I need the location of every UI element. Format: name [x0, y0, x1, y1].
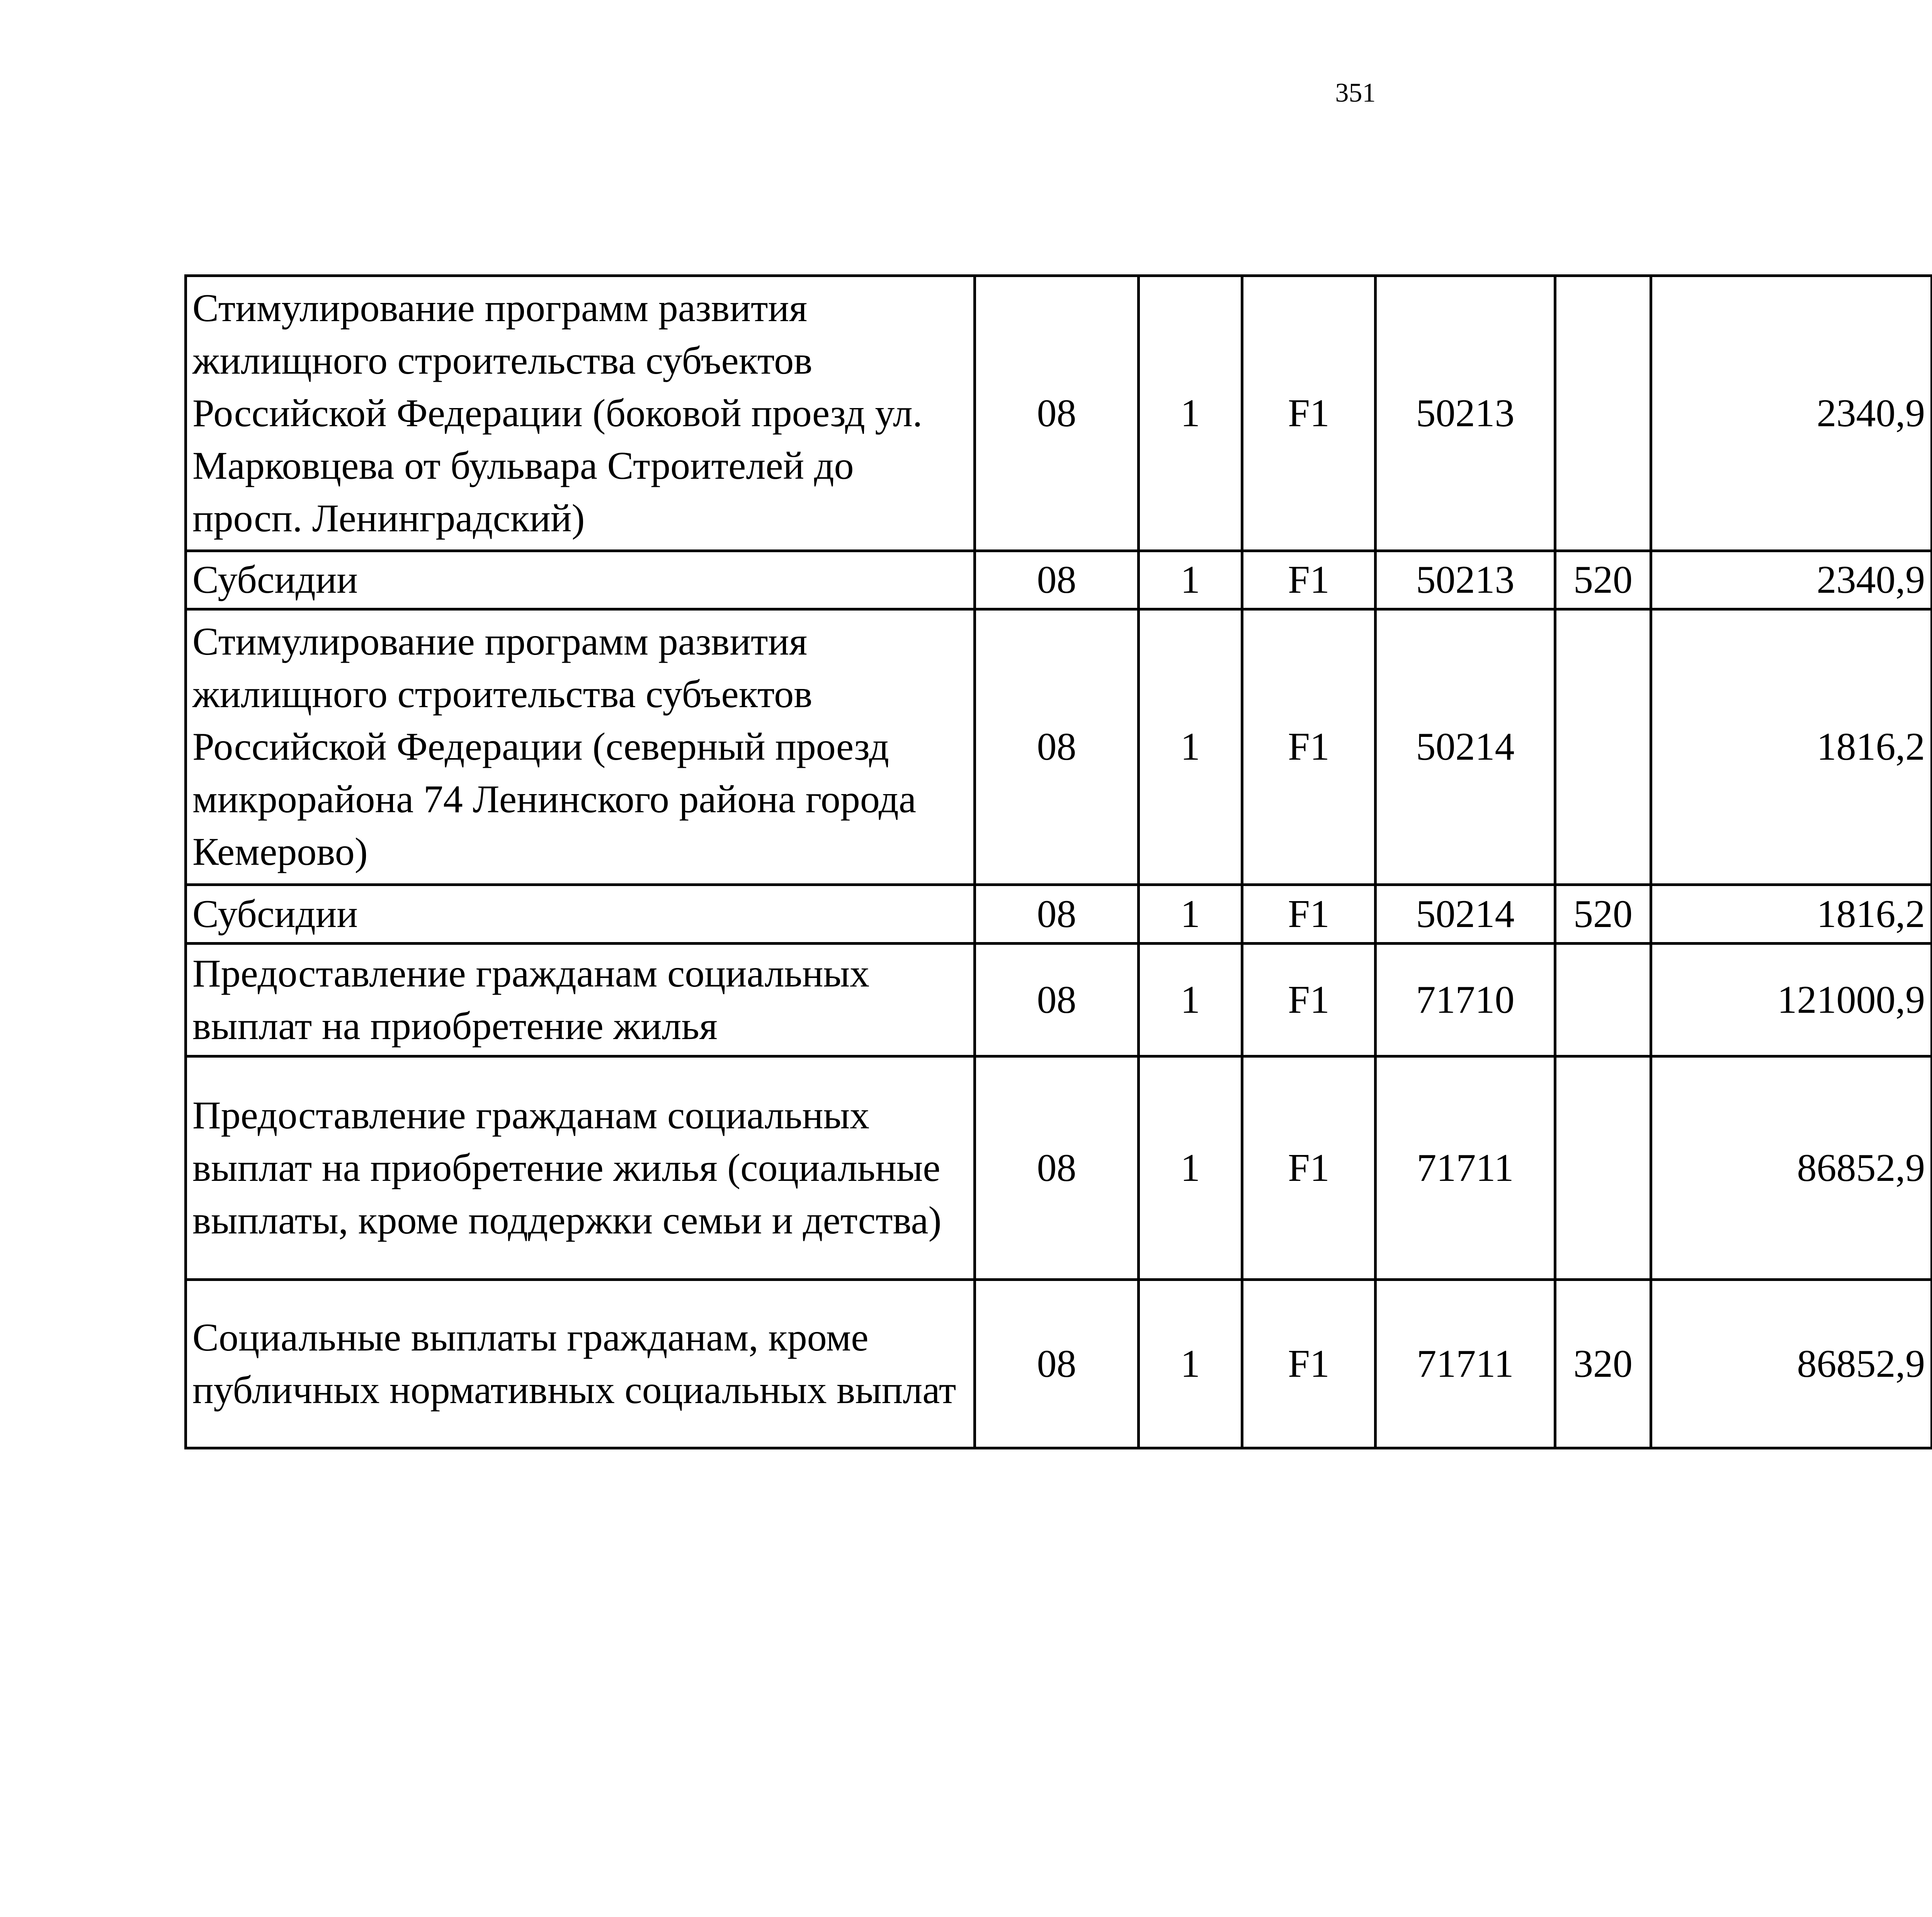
row-name-cell: Субсидии [186, 885, 975, 944]
amount-1-cell: 86852,9 [1651, 1056, 1932, 1280]
program-cell: F1 [1242, 1280, 1376, 1448]
type-cell [1555, 276, 1651, 551]
table-row [186, 885, 1932, 944]
item-cell: 50214 [1376, 609, 1555, 885]
program-cell: F1 [1242, 609, 1376, 885]
section-cell: 08 [975, 1056, 1139, 1280]
table-row [186, 276, 1932, 551]
item-cell: 71710 [1376, 944, 1555, 1056]
row-name-cell: Субсидии [186, 551, 975, 609]
section-cell: 08 [975, 609, 1139, 885]
program-cell: F1 [1242, 885, 1376, 944]
item-cell: 71711 [1376, 1056, 1555, 1280]
amount-1-cell: 121000,9 [1651, 944, 1932, 1056]
item-cell: 71711 [1376, 1280, 1555, 1448]
subsection-cell: 1 [1139, 1056, 1242, 1280]
section-cell: 08 [975, 1280, 1139, 1448]
table-row [186, 551, 1932, 609]
type-cell [1555, 944, 1651, 1056]
program-cell: F1 [1242, 944, 1376, 1056]
type-cell: 520 [1555, 551, 1651, 609]
type-cell: 520 [1555, 885, 1651, 944]
item-cell: 50213 [1376, 551, 1555, 609]
subsection-cell: 1 [1139, 276, 1242, 551]
item-cell: 50214 [1376, 885, 1555, 944]
subsection-cell: 1 [1139, 885, 1242, 944]
subsection-cell: 1 [1139, 551, 1242, 609]
row-name-cell: Стимулирование программ развития жилищного строительства субъектов Российской Федерации (северный проезд микрорайона 74 Ленинского района города Кемерово) [186, 609, 975, 885]
table-row [186, 1280, 1932, 1448]
item-cell: 50213 [1376, 276, 1555, 551]
section-cell: 08 [975, 944, 1139, 1056]
subsection-cell: 1 [1139, 609, 1242, 885]
amount-1-cell: 2340,9 [1651, 551, 1932, 609]
program-cell: F1 [1242, 276, 1376, 551]
amount-1-cell: 1816,2 [1651, 885, 1932, 944]
budget-table [184, 274, 1932, 1449]
type-cell [1555, 609, 1651, 885]
type-cell: 320 [1555, 1280, 1651, 1448]
table-row [186, 944, 1932, 1056]
section-cell: 08 [975, 885, 1139, 944]
program-cell: F1 [1242, 1056, 1376, 1280]
section-cell: 08 [975, 276, 1139, 551]
amount-1-cell: 2340,9 [1651, 276, 1932, 551]
section-cell: 08 [975, 551, 1139, 609]
row-name-cell: Стимулирование программ развития жилищного строительства субъектов Российской Федерации (боковой проезд ул. Марковцева от бульвара Строителей до просп. Ленинградский) [186, 276, 975, 551]
row-name-cell: Предоставление гражданам социальных выплат на приобретение жилья [186, 944, 975, 1056]
row-name-cell: Предоставление гражданам социальных выплат на приобретение жилья (социальные выплаты, кроме поддержки семьи и детства) [186, 1056, 975, 1280]
type-cell [1555, 1056, 1651, 1280]
table-row [186, 1056, 1932, 1280]
row-name-cell: Социальные выплаты гражданам, кроме публичных нормативных социальных выплат [186, 1280, 975, 1448]
table-row [186, 609, 1932, 885]
amount-1-cell: 86852,9 [1651, 1280, 1932, 1448]
subsection-cell: 1 [1139, 944, 1242, 1056]
amount-1-cell: 1816,2 [1651, 609, 1932, 885]
program-cell: F1 [1242, 551, 1376, 609]
page-number: 351 [1335, 78, 1376, 108]
subsection-cell: 1 [1139, 1280, 1242, 1448]
